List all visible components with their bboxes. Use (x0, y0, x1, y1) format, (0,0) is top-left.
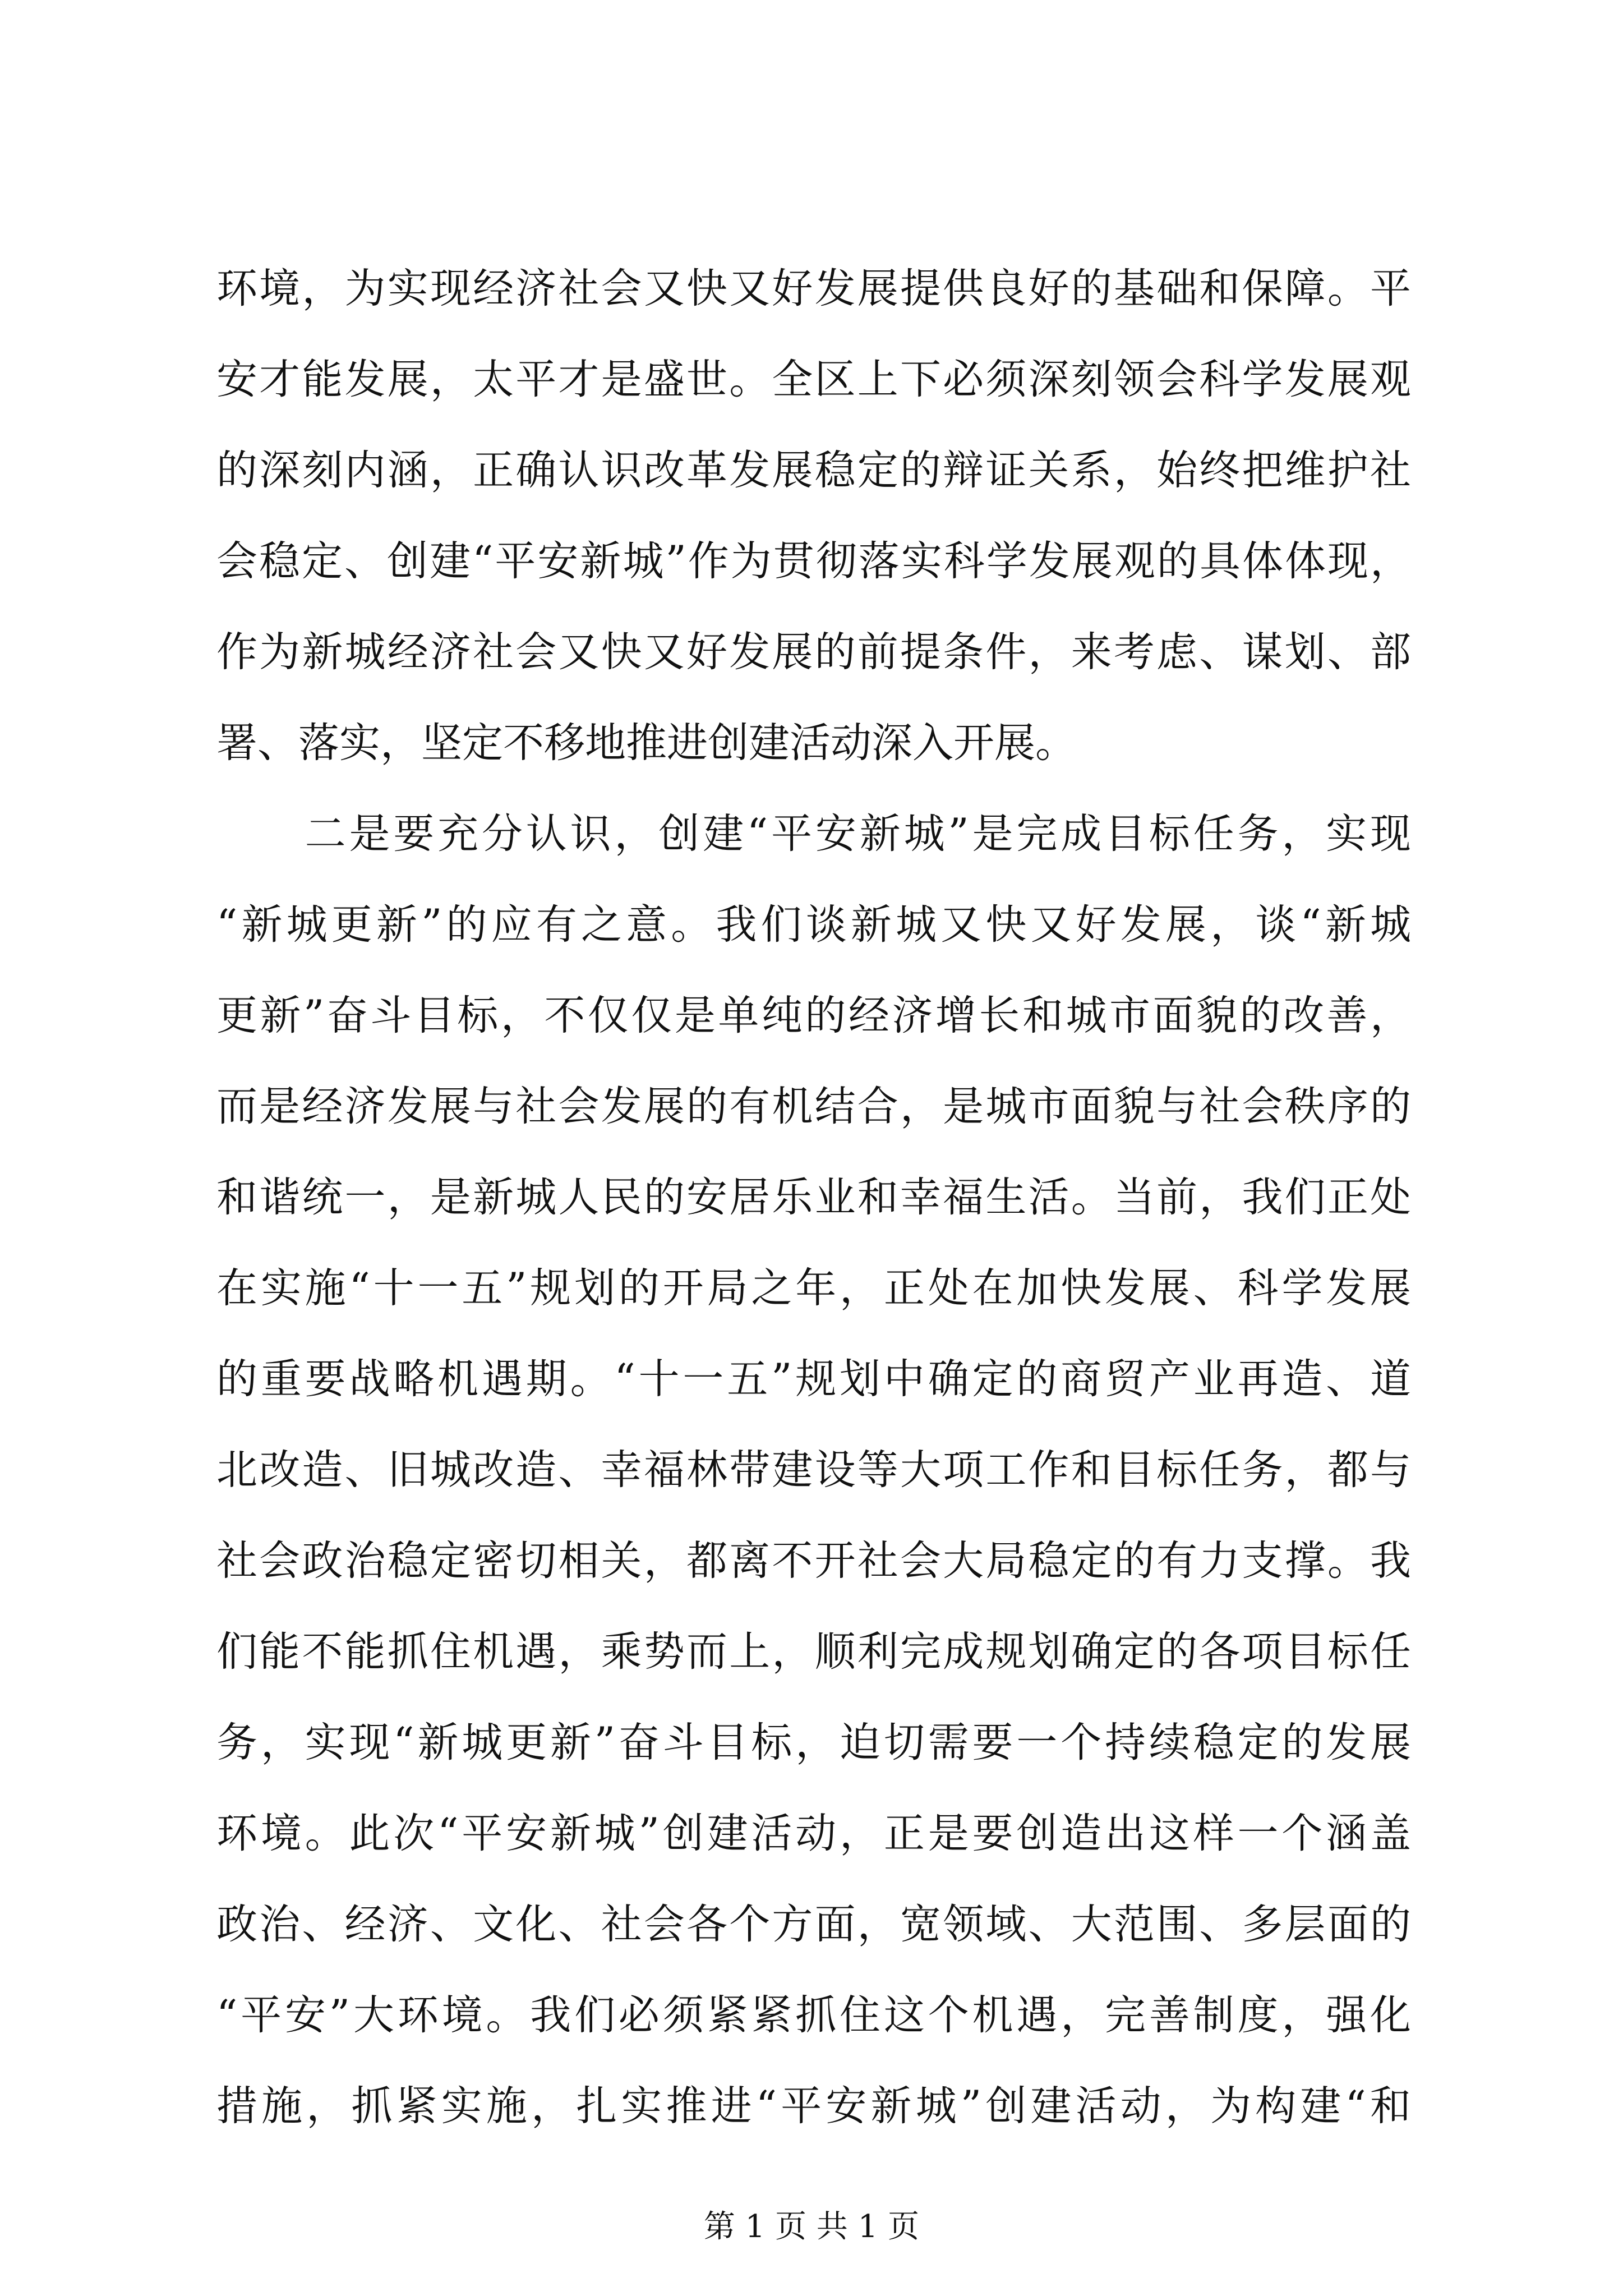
body-text-line: 更新”奋斗目标，不仅仅是单纯的经济增长和城市面貌的改善， (216, 992, 1411, 1039)
body-text-line: 而是经济发展与社会发展的有机结合，是城市面貌与社会秩序的 (216, 1083, 1411, 1130)
body-text-line: 的重要战略机遇期。“十一五”规划中确定的商贸产业再造、道 (216, 1355, 1411, 1403)
body-text-line: 措施，抓紧实施，扎实推进“平安新城”创建活动，为构建“和 (216, 2082, 1411, 2130)
page-footer: 第 1 页 共 1 页 (703, 2208, 920, 2245)
body-text-line: 二是要充分认识，创建“平安新城”是完成目标任务，实现 (216, 810, 1411, 858)
body-text-line: “新城更新”的应有之意。我们谈新城又快又好发展，谈“新城 (216, 901, 1411, 949)
body-text-line: 和谐统一，是新城人民的安居乐业和幸福生活。当前，我们正处 (216, 1174, 1411, 1221)
body-text-line: 会稳定、创建“平安新城”作为贯彻落实科学发展观的具体体现， (216, 537, 1411, 585)
body-text-line: 北改造、旧城改造、幸福林带建设等大项工作和目标任务，都与 (216, 1446, 1411, 1494)
body-text-line: 作为新城经济社会又快又好发展的前提条件，来考虑、谋划、部 (216, 628, 1411, 676)
body-text-line: 的深刻内涵，正确认识改革发展稳定的辩证关系，始终把维护社 (216, 447, 1411, 494)
body-text-line: 环境，为实现经济社会又快又好发展提供良好的基础和保障。平 (216, 265, 1411, 312)
body-text-line: “平安”大环境。我们必须紧紧抓住这个机遇，完善制度，强化 (216, 1991, 1411, 2039)
body-text-line: 署、落实，坚定不移地推进创建活动深入开展。 (216, 719, 1076, 767)
body-text-line: 务，实现“新城更新”奋斗目标，迫切需要一个持续稳定的发展 (216, 1719, 1411, 1766)
body-text-line: 环境。此次“平安新城”创建活动，正是要创造出这样一个涵盖 (216, 1810, 1411, 1857)
body-text-line: 安才能发展，太平才是盛世。全区上下必须深刻领会科学发展观 (216, 356, 1411, 403)
body-text-line: 们能不能抓住机遇，乘势而上，顺利完成规划确定的各项目标任 (216, 1628, 1411, 1676)
body-text-line: 社会政治稳定密切相关，都离不开社会大局稳定的有力支撑。我 (216, 1537, 1411, 1585)
body-text-line: 政治、经济、文化、社会各个方面，宽领域、大范围、多层面的 (216, 1901, 1411, 1948)
body-text-line: 在实施“十一五”规划的开局之年，正处在加快发展、科学发展 (216, 1264, 1411, 1312)
